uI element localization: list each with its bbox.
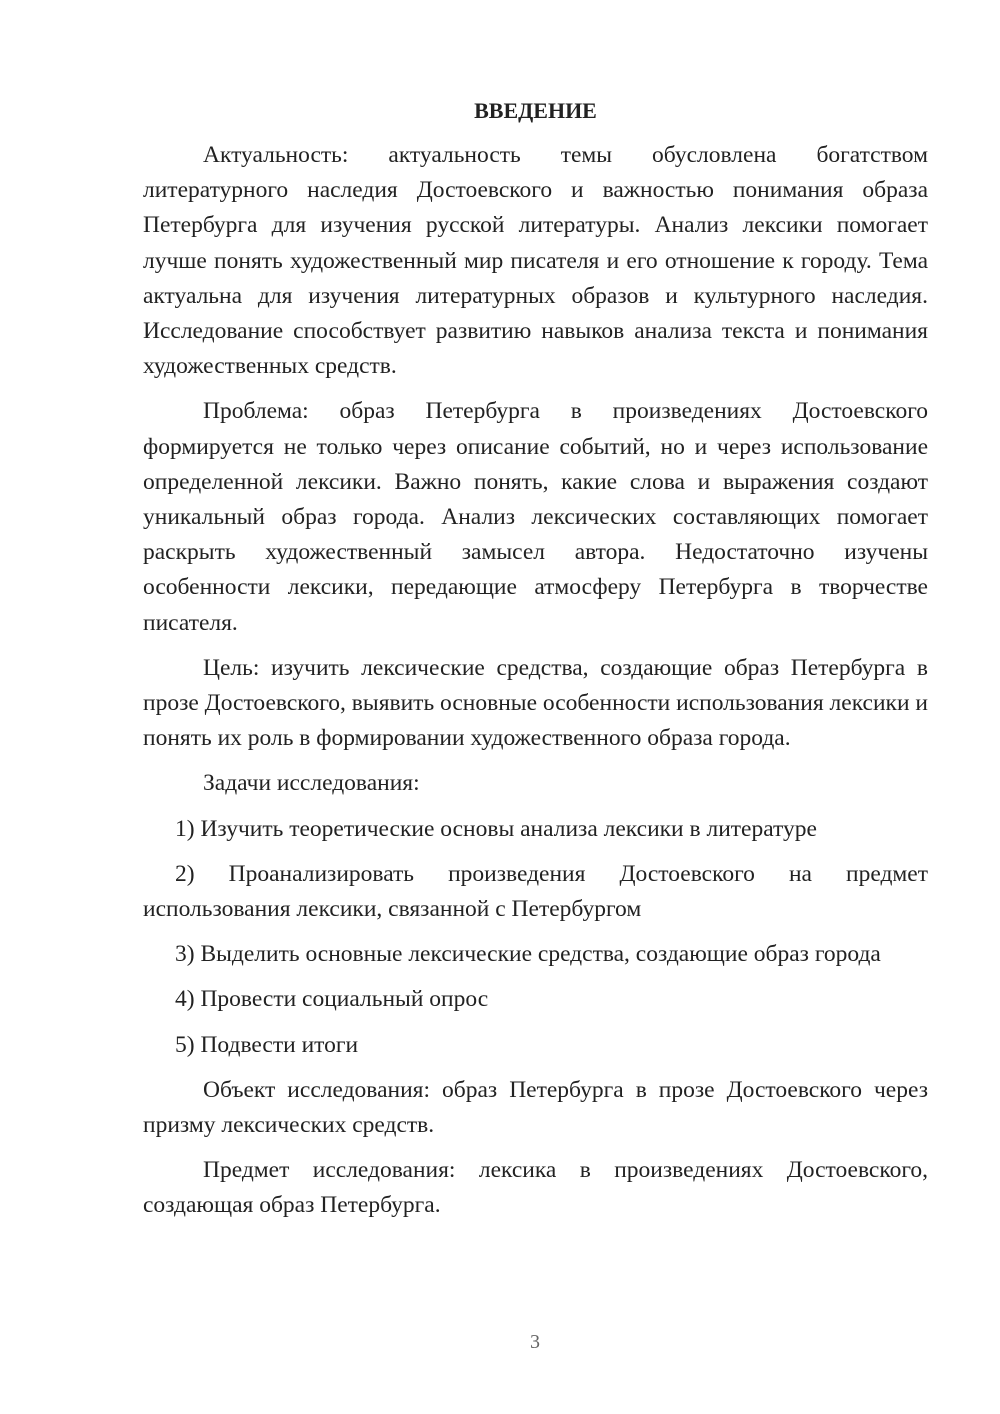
task-item: 1) Изучить теоретические основы анализа лексики в литературе [175, 815, 817, 842]
relevance-paragraph: Актуальность: актуальность темы обусловлена богатством литературного наследия Достоевского и важностью понимания образа Петербурга для изучения русской литературы. Анализ лексики помогает лучше понять художественный мир писателя и его отношение к городу. Тема актуальна для изучения литературных образов и культурного наследия. Исследование способствует развитию навыков анализа текста и понимания художественных средств. [143, 142, 928, 380]
research-subject-paragraph: Предмет исследования: лексика в произведениях Достоевского, создающая образ Петербурга. [143, 1157, 928, 1219]
task-item: 4) Провести социальный опрос [175, 986, 489, 1013]
goal-paragraph: Цель: изучить лексические средства, создающие образ Петербурга в прозе Достоевского, выявить основные особенности использования лексики и понять их роль в формировании художественного образа города. [143, 654, 928, 752]
task-item: 3) Выделить основные лексические средства, создающие образ города [175, 941, 881, 968]
page-number: 3 [530, 1331, 540, 1353]
problem-paragraph: Проблема: образ Петербурга в произведениях Достоевского формируется не только через описание событий, но и через использование определенной лексики. Важно понять, какие слова и выражения создают уникальный образ города. Анализ лексических составляющих помогает раскрыть художественный замысел автора. Недостаточно изучены особенности лексики, передающие атмосферу Петербурга в творчестве писателя. [143, 398, 928, 636]
page-body [143, 95, 928, 1234]
task-item: 5) Подвести итоги [175, 1031, 359, 1058]
section-title: ВВЕДЕНИЕ [474, 98, 597, 123]
tasks-heading: Задачи исследования: [203, 770, 420, 797]
research-object-paragraph: Объект исследования: образ Петербурга в прозе Достоевского через призму лексических средств. [143, 1076, 928, 1139]
task-item: 2) Проанализировать произведения Достоевского на предмет использования лексики, связанной с Петербургом [143, 860, 928, 923]
